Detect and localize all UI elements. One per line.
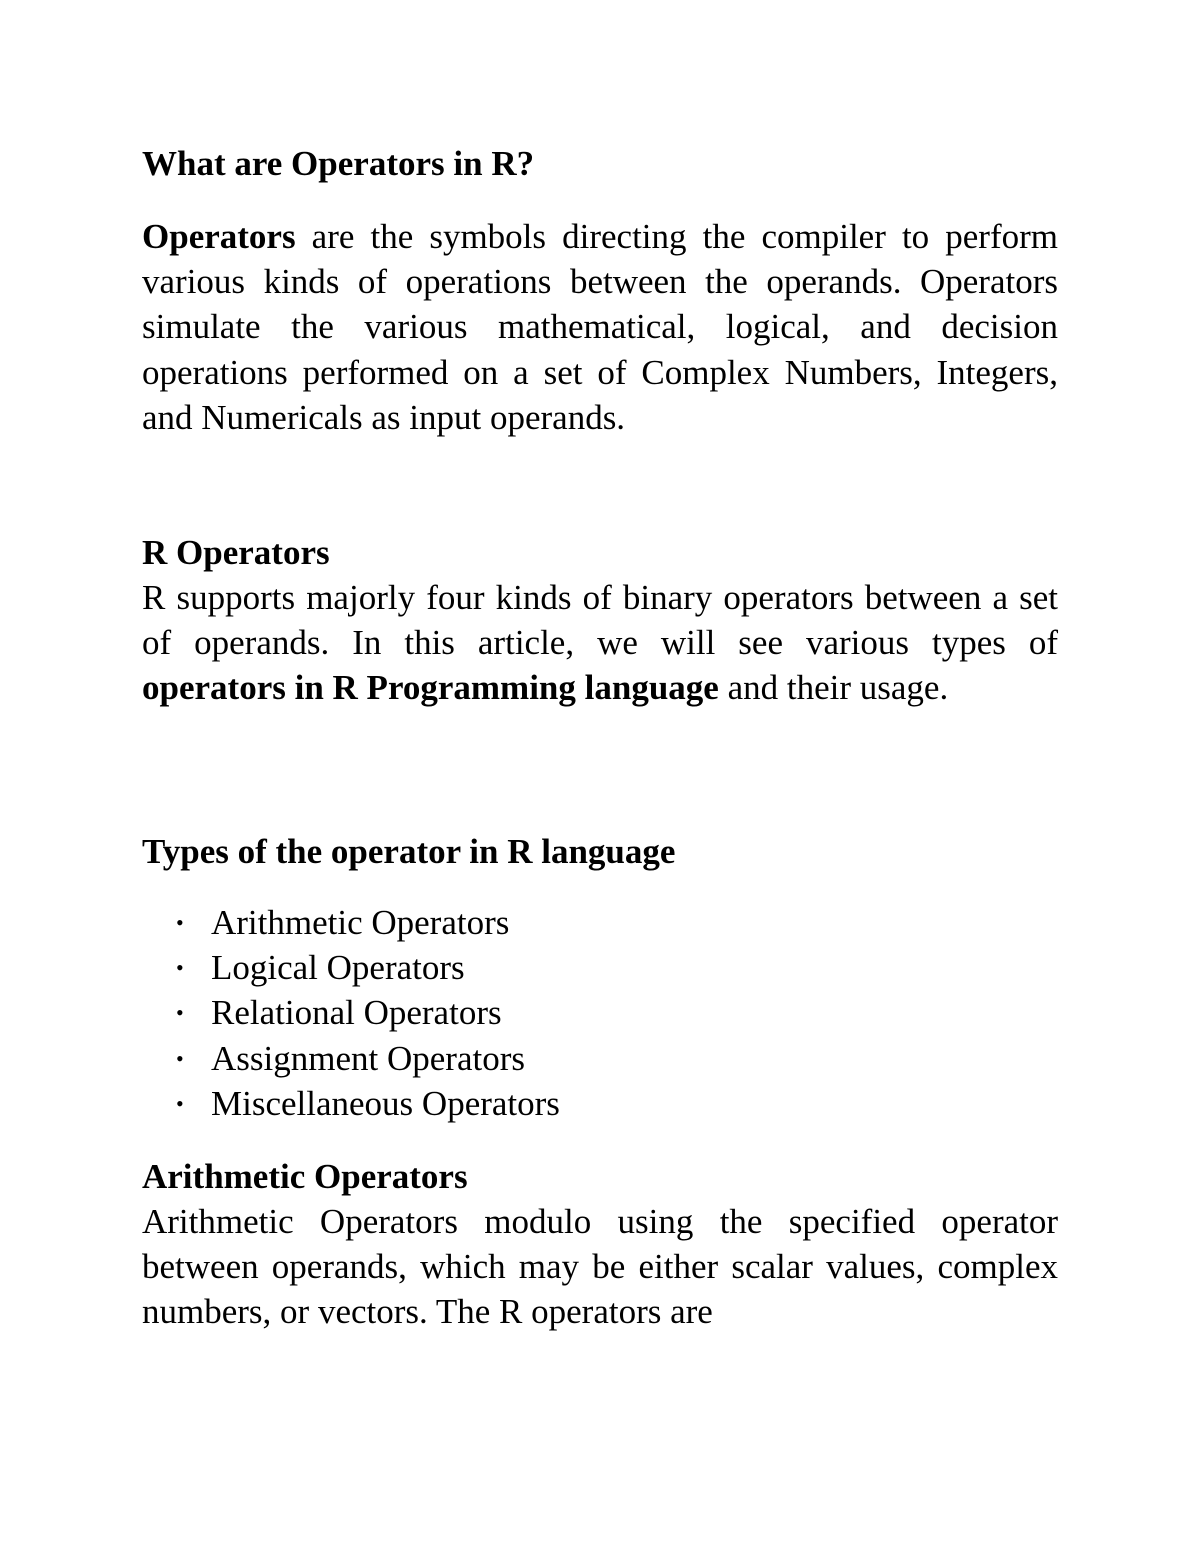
r-operators-bold-phrase: operators in R Programming language [142, 668, 719, 708]
intro-text: are the symbols directing the compiler to perform various kinds of operations between the operands. Operators simulate the various mathematical, logical, and decision operations performed on a set of Complex Numbers, Integers, and Numericals as input operands. [142, 217, 1058, 437]
list-item [142, 900, 1058, 945]
list-item-label: Logical Operators [211, 948, 465, 988]
types-list [142, 900, 1058, 1126]
bullet-icon: • [176, 1045, 184, 1071]
bullet-icon: • [176, 1000, 184, 1026]
list-item-label: Arithmetic Operators [211, 903, 510, 942]
intro-term: Operators [142, 217, 296, 256]
list-item [142, 1036, 1058, 1081]
list-item [142, 990, 1058, 1035]
arithmetic-heading: Arithmetic Operators [142, 1157, 468, 1196]
bullet-icon: • [176, 955, 184, 981]
r-operators-heading: R Operators [142, 533, 330, 572]
page-title: What are Operators in R? [142, 144, 535, 183]
bullet-icon: • [176, 1090, 184, 1116]
list-item [142, 945, 1058, 990]
list-item-label: Miscellaneous Operators [211, 1083, 560, 1123]
arithmetic-paragraph [142, 1199, 1058, 1335]
arithmetic-term: Arithmetic Operators [142, 1202, 458, 1241]
list-item-label: Relational Operators [211, 993, 502, 1033]
list-item [142, 1081, 1058, 1126]
r-operators-text: R supports majorly four kinds of binary operators between a set of operands. In this article, we will see various types of [142, 578, 1058, 663]
intro-paragraph [142, 214, 1058, 440]
r-operators-text-end: and their usage. [727, 668, 949, 708]
types-list-container [142, 900, 1058, 1126]
types-heading: Types of the operator in R language [142, 832, 676, 871]
r-operators-paragraph [142, 575, 1058, 711]
arithmetic-text: modulo using the specified operator between operands, which may be either scalar values, complex numbers, or vectors. The R operators are [142, 1202, 1059, 1332]
bullet-icon: • [176, 910, 184, 935]
list-item-label: Assignment Operators [211, 1038, 525, 1078]
